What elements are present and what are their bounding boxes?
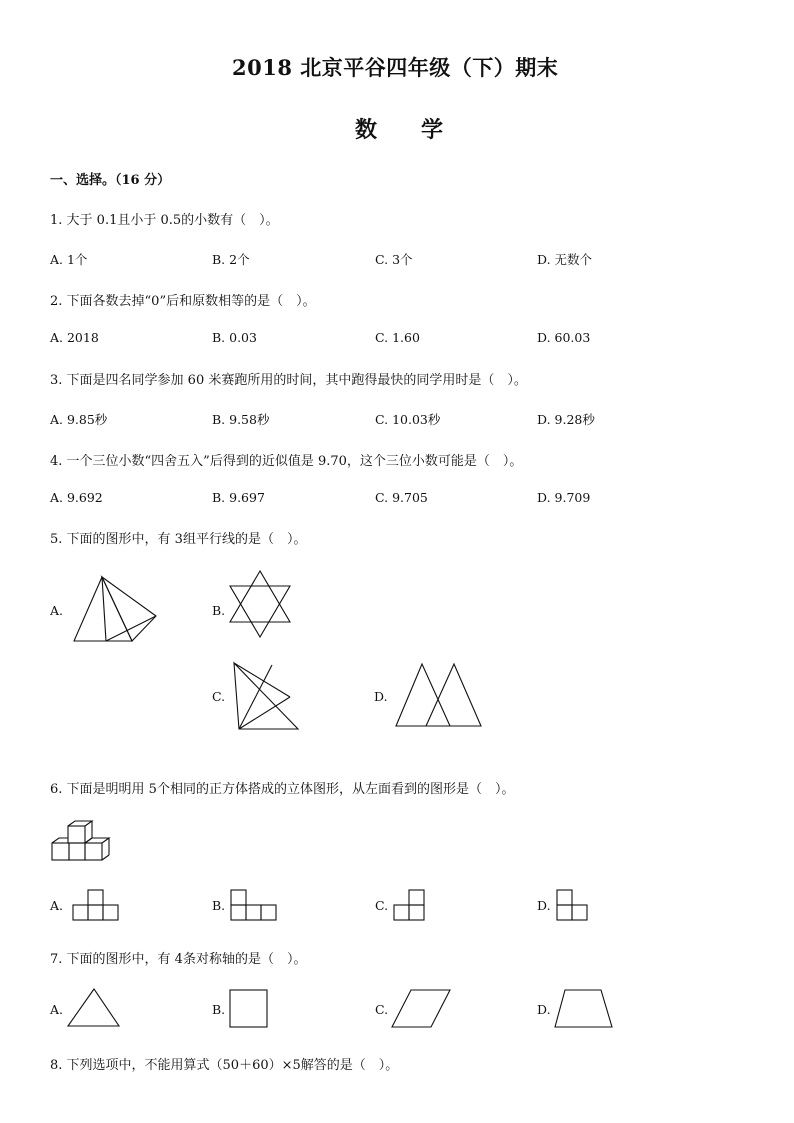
question-5: 5. 下面的图形中，有 3组平行线的是（ ）。	[50, 532, 307, 547]
q1-option-c: C. 3个	[375, 252, 413, 267]
six-point-star-icon	[228, 569, 292, 639]
question-7: 7. 下面的图形中，有 4条对称轴的是（ ）。	[50, 952, 307, 967]
q7-option-c: C.	[375, 1002, 389, 1017]
question-2: 2. 下面各数去掉“0”后和原数相等的是（ ）。	[50, 294, 316, 309]
view-d-icon	[556, 888, 590, 922]
q4-option-d: D. 9.709	[537, 490, 591, 505]
q2-option-c: C. 1.60	[375, 330, 420, 345]
q2-option-a: A. 2018	[50, 330, 99, 345]
q1-option-a: A. 1个	[50, 252, 88, 267]
q2-option-b: B. 0.03	[212, 330, 257, 345]
q5-option-d: D.	[374, 689, 388, 704]
page-title: 2018 北京平谷四年级（下）期末	[232, 55, 559, 80]
q7-option-d: D.	[537, 1002, 551, 1017]
q5-option-c: C.	[212, 689, 226, 704]
question-3: 3. 下面是四名同学参加 60 米赛跑所用的时间，其中跑得最快的同学用时是（ ）。	[50, 373, 527, 388]
q6-option-d: D.	[537, 898, 551, 913]
q6-option-a: A.	[50, 898, 64, 913]
section-heading: 一、选择。（16 分）	[50, 173, 171, 188]
q7-option-b: B.	[212, 1002, 226, 1017]
triangle-icon	[66, 987, 122, 1029]
q3-option-a: A. 9.85秒	[50, 412, 108, 427]
parallelogram-icon	[391, 988, 453, 1030]
q6-option-b: B.	[212, 898, 226, 913]
view-a-icon	[73, 888, 121, 922]
triangles-overlap-icon	[70, 574, 160, 644]
q4-option-b: B. 9.697	[212, 490, 265, 505]
question-4: 4. 一个三位小数“四舍五入”后得到的近似值是 9.70，这个三位小数可能是（ ）。	[50, 454, 523, 469]
q3-option-b: B. 9.58秒	[212, 412, 270, 427]
q5-option-a: A.	[50, 603, 64, 618]
twin-triangles-icon	[394, 662, 484, 728]
triangle-with-inner-lines-icon	[232, 660, 302, 732]
q3-option-d: D. 9.28秒	[537, 412, 595, 427]
cube-stack-icon	[50, 820, 112, 864]
view-c-icon	[394, 888, 428, 922]
q6-option-c: C.	[375, 898, 389, 913]
q3-option-c: C. 10.03秒	[375, 412, 441, 427]
q7-option-a: A.	[50, 1002, 64, 1017]
q1-option-d: D. 无数个	[537, 252, 593, 267]
question-1: 1. 大于 0.1且小于 0.5的小数有（ ）。	[50, 213, 279, 228]
q1-option-b: B. 2个	[212, 252, 250, 267]
q4-option-a: A. 9.692	[50, 490, 103, 505]
question-8: 8. 下列选项中，不能用算式（50＋60）×5解答的是（ ）。	[50, 1058, 399, 1073]
q2-option-d: D. 60.03	[537, 330, 591, 345]
view-b-icon	[230, 888, 278, 922]
square-icon	[229, 989, 269, 1029]
subject-title: 数 学	[355, 117, 444, 143]
trapezoid-icon	[553, 988, 615, 1030]
q5-option-b: B.	[212, 603, 226, 618]
q4-option-c: C. 9.705	[375, 490, 428, 505]
question-6: 6. 下面是明明用 5个相同的正方体搭成的立体图形，从左面看到的图形是（ ）。	[50, 782, 515, 797]
